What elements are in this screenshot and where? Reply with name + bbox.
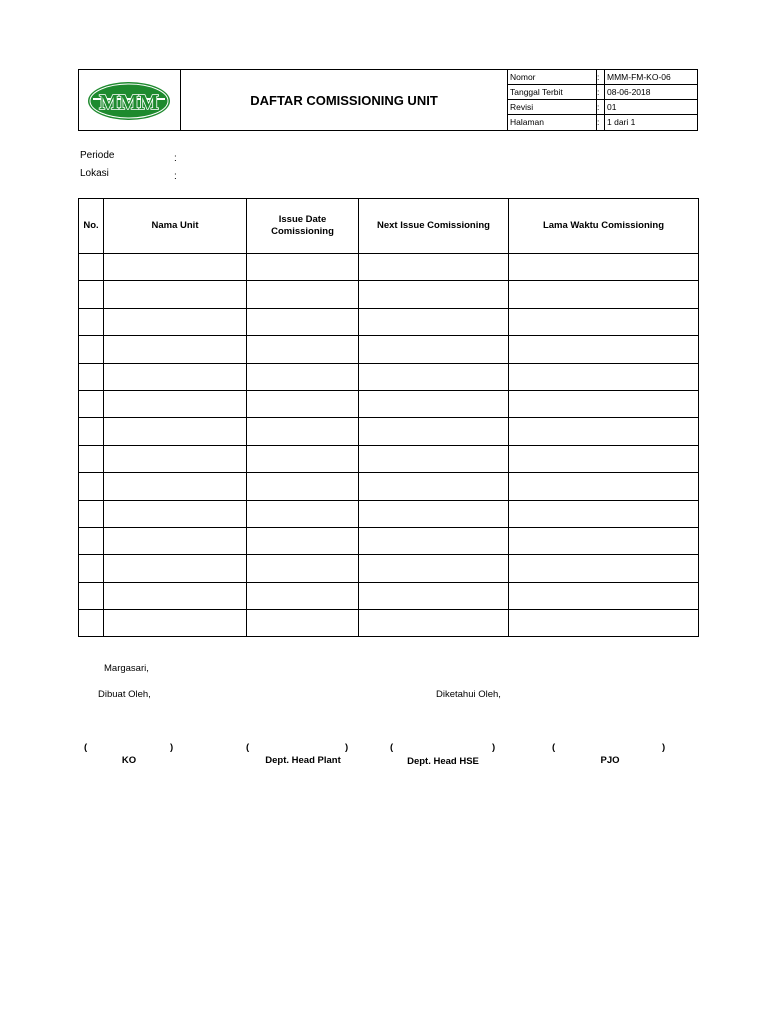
table-cell[interactable] [359,308,509,335]
table-cell[interactable] [359,418,509,445]
lokasi-colon: : [174,171,177,182]
table-row [79,390,699,417]
title-cell [181,70,508,130]
periode-colon: : [174,153,177,164]
table-cell[interactable] [247,473,359,500]
table-cell[interactable] [359,555,509,582]
commissioning-table [78,198,699,637]
company-logo [87,81,171,121]
column-header-no: No. [79,199,104,254]
table-row [79,445,699,472]
table-cell[interactable] [104,418,247,445]
meta-label: Tanggal Terbit [510,87,563,97]
periode-label: Periode [80,150,115,161]
table-cell[interactable] [509,254,699,281]
table-cell[interactable] [104,500,247,527]
table-cell[interactable] [79,254,104,281]
table-cell[interactable] [247,418,359,445]
logo-text: MMM [99,90,159,114]
table-cell[interactable] [509,445,699,472]
meta-label: Nomor [510,72,536,82]
table-row [79,473,699,500]
table-cell[interactable] [79,500,104,527]
table-row [79,254,699,281]
table-cell[interactable] [359,500,509,527]
table-cell[interactable] [359,610,509,637]
table-cell[interactable] [79,390,104,417]
table-cell[interactable] [104,308,247,335]
column-header-lama-waktu: Lama Waktu Comissioning [509,199,699,254]
meta-value: 1 dari 1 [607,117,636,127]
meta-value: MMM-FM-KO-06 [607,72,671,82]
place-text: Margasari, [104,663,149,674]
table-cell[interactable] [79,363,104,390]
signatory-dept-head-plant: Dept. Head Plant [265,755,341,766]
table-cell[interactable] [509,610,699,637]
column-header-nama-unit: Nama Unit [104,199,247,254]
table-cell[interactable] [359,281,509,308]
table-cell[interactable] [247,390,359,417]
table-cell[interactable] [79,473,104,500]
column-header-issue-date [247,199,359,254]
table-row [79,555,699,582]
table-cell[interactable] [104,610,247,637]
table-cell[interactable] [79,555,104,582]
table-cell[interactable] [359,445,509,472]
table-cell[interactable] [509,527,699,554]
table-cell[interactable] [104,336,247,363]
signature-close-paren: ) [345,742,349,753]
table-cell[interactable] [79,582,104,609]
signature-open-paren: ( [246,742,250,753]
table-cell[interactable] [509,390,699,417]
table-cell[interactable] [104,363,247,390]
table-cell[interactable] [79,308,104,335]
table-header-row [79,199,699,254]
column-header-next-issue: Next Issue Comissioning [359,199,509,254]
table-row [79,363,699,390]
table-cell[interactable] [359,363,509,390]
table-cell[interactable] [247,527,359,554]
table-cell[interactable] [104,390,247,417]
signature-close-paren: ) [662,742,666,753]
table-cell[interactable] [79,418,104,445]
column-header-issue-date-label: Issue Date Comissioning [271,214,334,237]
table-row [79,500,699,527]
table-cell[interactable] [247,555,359,582]
table-cell[interactable] [79,527,104,554]
table-cell[interactable] [509,363,699,390]
table-row [79,308,699,335]
document-header [78,69,698,131]
table-cell[interactable] [247,582,359,609]
table-cell[interactable] [509,473,699,500]
table-row [79,582,699,609]
table-cell[interactable] [247,363,359,390]
table-cell[interactable] [79,445,104,472]
table-cell[interactable] [104,281,247,308]
table-cell[interactable] [104,254,247,281]
table-cell[interactable] [104,555,247,582]
acknowledged-by-label: Diketahui Oleh, [436,689,501,700]
table-cell[interactable] [247,610,359,637]
signature-close-paren: ) [492,742,496,753]
table-cell[interactable] [509,418,699,445]
meta-row-revisi [508,100,697,115]
table-cell[interactable] [359,336,509,363]
signature-open-paren: ( [84,742,88,753]
table-row [79,527,699,554]
table-cell[interactable] [104,527,247,554]
meta-colon: : [597,117,600,127]
meta-label: Halaman [510,117,545,127]
table-cell[interactable] [79,281,104,308]
table-cell[interactable] [359,254,509,281]
table-cell[interactable] [104,445,247,472]
meta-colon: : [597,102,600,112]
table-cell[interactable] [247,281,359,308]
meta-label: Revisi [510,102,534,112]
table-cell[interactable] [79,610,104,637]
table-body [79,254,699,637]
table-cell[interactable] [509,281,699,308]
table-cell[interactable] [247,308,359,335]
table-cell[interactable] [104,582,247,609]
table-cell[interactable] [509,555,699,582]
made-by-label: Dibuat Oleh, [98,689,151,700]
logo-cell [79,70,181,130]
meta-colon: : [597,72,600,82]
table-cell[interactable] [509,336,699,363]
document-meta [508,70,697,130]
signature-open-paren: ( [552,742,556,753]
table-cell[interactable] [247,445,359,472]
table-cell[interactable] [247,336,359,363]
table-cell[interactable] [247,254,359,281]
meta-row-nomor [508,70,697,85]
signatory-ko: KO [121,755,137,766]
table-cell[interactable] [359,527,509,554]
meta-colon: : [597,87,600,97]
document-title: DAFTAR COMISSIONING UNIT [250,92,438,108]
meta-row-tanggal-terbit [508,85,697,100]
table-row [79,610,699,637]
signature-open-paren: ( [390,742,394,753]
table-cell[interactable] [359,582,509,609]
meta-value: 01 [607,102,617,112]
meta-value: 08-06-2018 [607,87,651,97]
signatory-dept-head-hse: Dept. Head HSE [407,756,479,767]
signature-close-paren: ) [170,742,174,753]
table-row [79,418,699,445]
table-cell[interactable] [509,500,699,527]
signatory-pjo: PJO [600,755,620,766]
meta-row-halaman [508,115,697,130]
table-cell[interactable] [509,308,699,335]
table-cell[interactable] [247,500,359,527]
table-row [79,281,699,308]
table-cell[interactable] [79,336,104,363]
table-cell[interactable] [359,390,509,417]
table-row [79,336,699,363]
table-cell[interactable] [359,473,509,500]
lokasi-label: Lokasi [80,168,109,179]
table-cell[interactable] [509,582,699,609]
table-cell[interactable] [104,473,247,500]
